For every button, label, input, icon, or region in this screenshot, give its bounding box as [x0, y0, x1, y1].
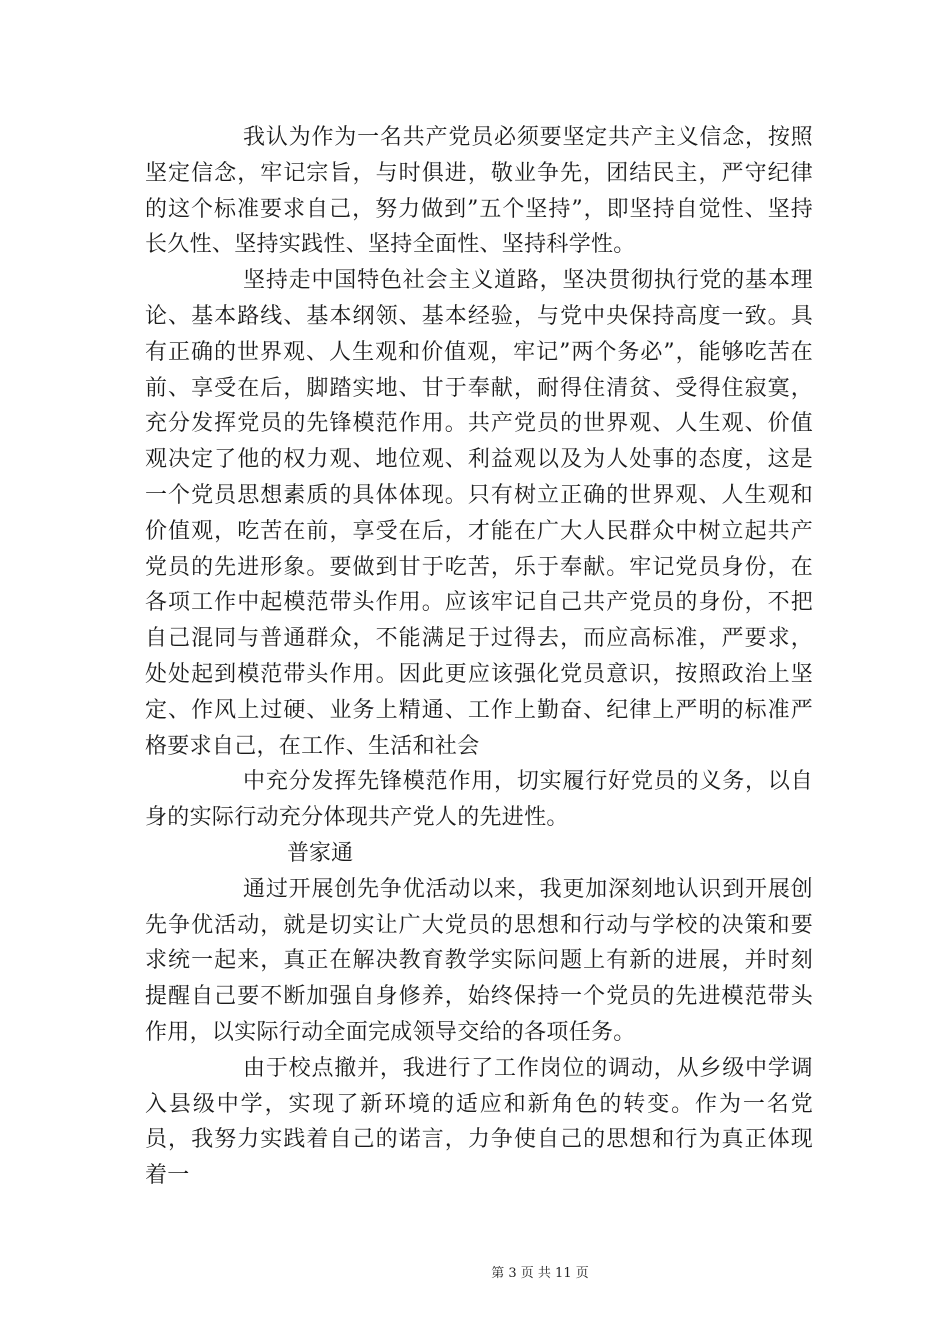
paragraph-5: 由于校点撤并，我进行了工作岗位的调动，从乡级中学调入县级中学，实现了新环境的适应和新角色的转变。作为一名党员，我努力实践着自己的诺言，力争使自己的思想和行为真正体现着一 [145, 1055, 813, 1189]
paragraph-1: 我认为作为一名共产党员必须要坚定共产主义信念，按照坚定信念，牢记宗旨，与时俱进，敬业争先，团结民主，严守纪律的这个标准要求自己，努力做到”五个坚持”，即坚持自觉性、坚持长久性、坚持实践性、坚持全面性、坚持科学性。 [145, 125, 813, 258]
author-name: 普家通 [287, 840, 354, 866]
page-number-footer: 第 3 页 共 11 页 [491, 1266, 589, 1281]
paragraph-2: 坚持走中国特色社会主义道路，坚决贯彻执行党的基本理论、基本路线、基本纲领、基本经验，与党中央保持高度一致。具有正确的世界观、人生观和价值观，牢记”两个务必”，能够吃苦在前、享受在后，脚踏实地、甘于奉献，耐得住清贫、受得住寂寞，充分发挥党员的先锋模范作用。共产党员的世界观、人生观、价值观决定了他的权力观、地位观、利益观以及为人处事的态度，这是一个党员思想素质的具体体现。只有树立正确的世界观、人生观和价值观，吃苦在前，享受在后，才能在广大人民群众中树立起共产党员的先进形象。要做到甘于吃苦，乐于奉献。牢记党员身份，在各项工作中起模范带头作用。应该牢记自己共产党员的身份，不把自己混同与普通群众，不能满足于过得去，而应高标准，严要求，处处起到模范带头作用。因此更应该强化党员意识，按照政治上坚定、作风上过硬、业务上精通、工作上勤奋、纪律上严明的标准严格要求自己，在工作、生活和社会 [145, 268, 813, 759]
paragraph-4: 通过开展创先争优活动以来，我更加深刻地认识到开展创先争优活动，就是切实让广大党员的思想和行动与学校的决策和要求统一起来，真正在解决教育教学实际问题上有新的进展，并时刻提醒自己要不断加强自身修养，始终保持一个党员的先进模范带头作用，以实际行动全面完成领导交给的各项任务。 [145, 876, 813, 1045]
document-body [145, 120, 813, 1194]
paragraph-3: 中充分发挥先锋模范作用，切实履行好党员的义务，以自身的实际行动充分体现共产党人的先进性。 [145, 769, 813, 831]
